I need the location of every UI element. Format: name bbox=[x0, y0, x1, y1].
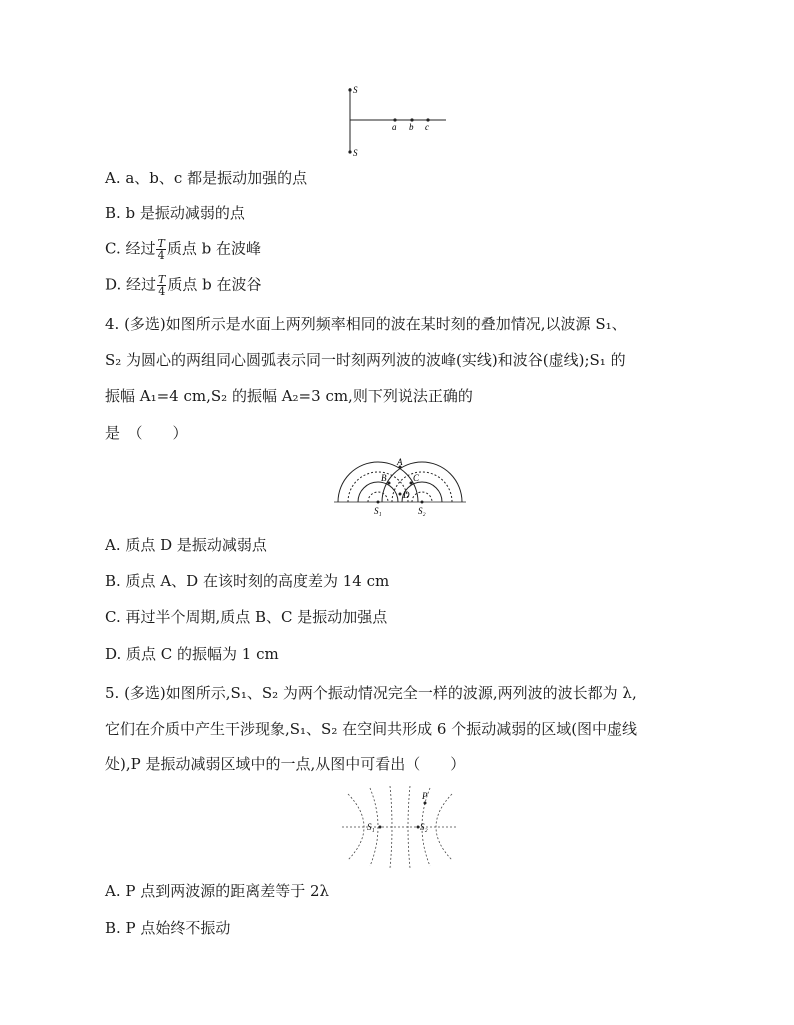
label-a: a bbox=[392, 122, 397, 132]
q4-stem-line2: S₂ 为圆心的两组同心圆弧表示同一时刻两列波的波峰(实线)和波谷(虚线);S₁ 的 bbox=[105, 351, 626, 369]
q4-stem-line1: 4. (多选)如图所示是水面上两列频率相同的波在某时刻的叠加情况,以波源 S₁、 bbox=[105, 315, 627, 333]
q4-option-a: A. 质点 D 是振动减弱点 bbox=[105, 536, 267, 554]
label-point-c: C bbox=[413, 473, 420, 483]
q3-option-b: B. b 是振动减弱的点 bbox=[105, 204, 245, 222]
q4-option-d: D. 质点 C 的振幅为 1 cm bbox=[105, 645, 279, 663]
figure-two-source-arcs bbox=[330, 456, 470, 522]
q3-option-d-pre: D. 经过 bbox=[105, 275, 157, 294]
label-point-d: D bbox=[403, 490, 410, 500]
q5-option-b: B. P 点始终不振动 bbox=[105, 919, 231, 937]
label-s1: S₁ bbox=[367, 822, 375, 832]
q3-option-c bbox=[105, 238, 261, 261]
label-p: P bbox=[422, 791, 428, 801]
fraction-t-over-4: $\frac{T}{4}$ bbox=[157, 237, 165, 262]
label-b: b bbox=[409, 122, 414, 132]
q3-option-d bbox=[105, 274, 262, 297]
q5-stem-line1: 5. (多选)如图所示,S₁、S₂ 为两个振动情况完全一样的波源,两列波的波长都为 λ, bbox=[105, 684, 637, 702]
label-s2: S₂ bbox=[420, 822, 428, 832]
q4-option-b: B. 质点 A、D 在该时刻的高度差为 14 cm bbox=[105, 572, 390, 590]
label-s2: S₂ bbox=[418, 506, 426, 516]
figure-nodal-lines bbox=[340, 784, 460, 870]
label-point-a: A bbox=[397, 457, 403, 467]
figure-sources-line bbox=[340, 82, 460, 162]
label-s2: S bbox=[353, 148, 358, 158]
q4-option-c: C. 再过半个周期,质点 B、C 是振动加强点 bbox=[105, 608, 388, 626]
q3-option-d-post: 质点 b 在波谷 bbox=[167, 275, 262, 294]
label-s1: S₁ bbox=[374, 506, 382, 516]
label-c: c bbox=[425, 122, 429, 132]
q3-option-c-post: 质点 b 在波峰 bbox=[166, 239, 261, 258]
label-point-b: B bbox=[381, 473, 387, 483]
q4-stem-line3: 振幅 A₁=4 cm,S₂ 的振幅 A₂=3 cm,则下列说法正确的 bbox=[105, 387, 473, 405]
q4-stem-line4: 是 （ ） bbox=[105, 424, 188, 442]
q3-option-c-pre: C. 经过 bbox=[105, 239, 156, 258]
label-s1: S bbox=[353, 85, 358, 95]
q5-option-a: A. P 点到两波源的距离差等于 2λ bbox=[105, 882, 330, 900]
fraction-t-over-4: $\frac{T}{4}$ bbox=[158, 273, 166, 298]
q5-stem-line2: 它们在介质中产生干涉现象,S₁、S₂ 在空间共形成 6 个振动减弱的区域(图中虚线 bbox=[105, 720, 638, 738]
q3-option-a: A. a、b、c 都是振动加强的点 bbox=[105, 169, 308, 187]
q5-stem-line3: 处),P 是振动减弱区域中的一点,从图中可看出（ ） bbox=[105, 755, 466, 773]
